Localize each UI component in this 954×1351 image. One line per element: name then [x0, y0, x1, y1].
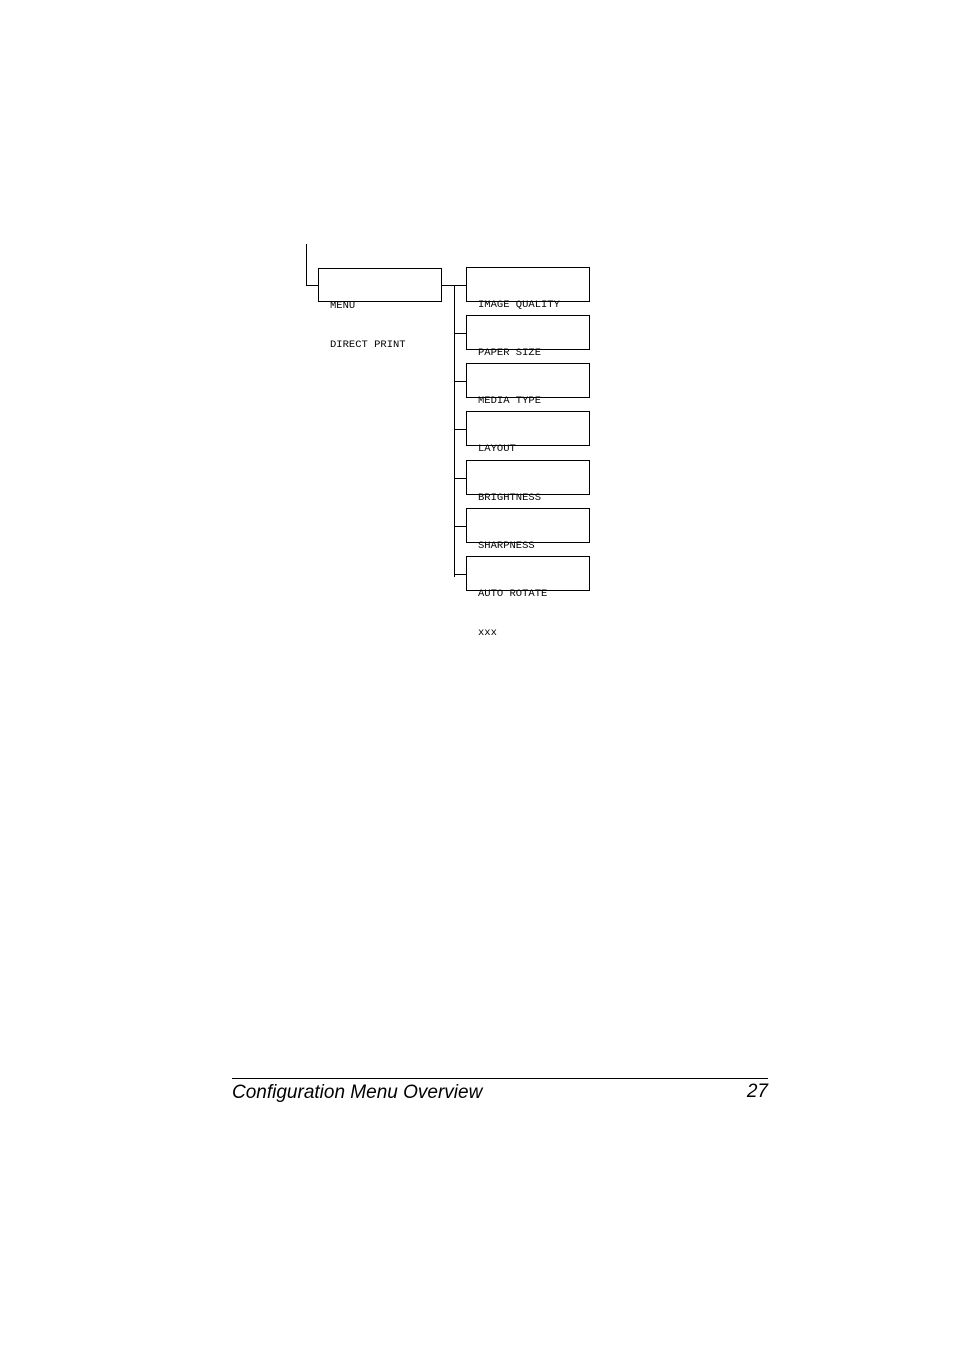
tree-branch	[454, 381, 466, 382]
tree-branch	[454, 574, 466, 575]
menu-node-brightness	[466, 460, 590, 504]
menu-node-label: PAPER SIZE	[478, 347, 542, 359]
menu-node-media-type	[466, 363, 590, 407]
menu-node-direct-print	[318, 268, 442, 351]
menu-node-layout	[466, 411, 590, 455]
footer-title: Configuration Menu Overview	[232, 1082, 483, 1103]
menu-node-image-quality	[466, 267, 590, 311]
menu-node-paper-size	[466, 315, 590, 359]
menu-node-label: AUTO ROTATE	[478, 588, 548, 600]
tree-connector-incoming-horizontal	[306, 285, 318, 286]
menu-node-sharpness	[466, 508, 590, 552]
menu-node-auto-rotate	[466, 556, 590, 639]
tree-branch	[454, 333, 466, 334]
footer-divider	[232, 1078, 768, 1079]
menu-node-label: DIRECT PRINT	[330, 339, 406, 351]
menu-node-label: MEDIA TYPE	[478, 395, 542, 407]
menu-node-label: BRIGHTNESS	[478, 492, 542, 504]
menu-node-label: IMAGE QUALITY	[478, 299, 560, 311]
menu-node-label: MENU	[330, 300, 356, 312]
menu-node-label: LAYOUT	[478, 443, 516, 455]
tree-branch	[454, 478, 466, 479]
tree-trunk	[454, 285, 455, 577]
tree-connector-incoming-vertical	[306, 244, 307, 286]
tree-branch	[454, 429, 466, 430]
tree-branch	[454, 526, 466, 527]
menu-node-label: SHARPNESS	[478, 540, 535, 552]
menu-node-value: xxx	[478, 627, 497, 639]
page-number: 27	[746, 1081, 768, 1102]
